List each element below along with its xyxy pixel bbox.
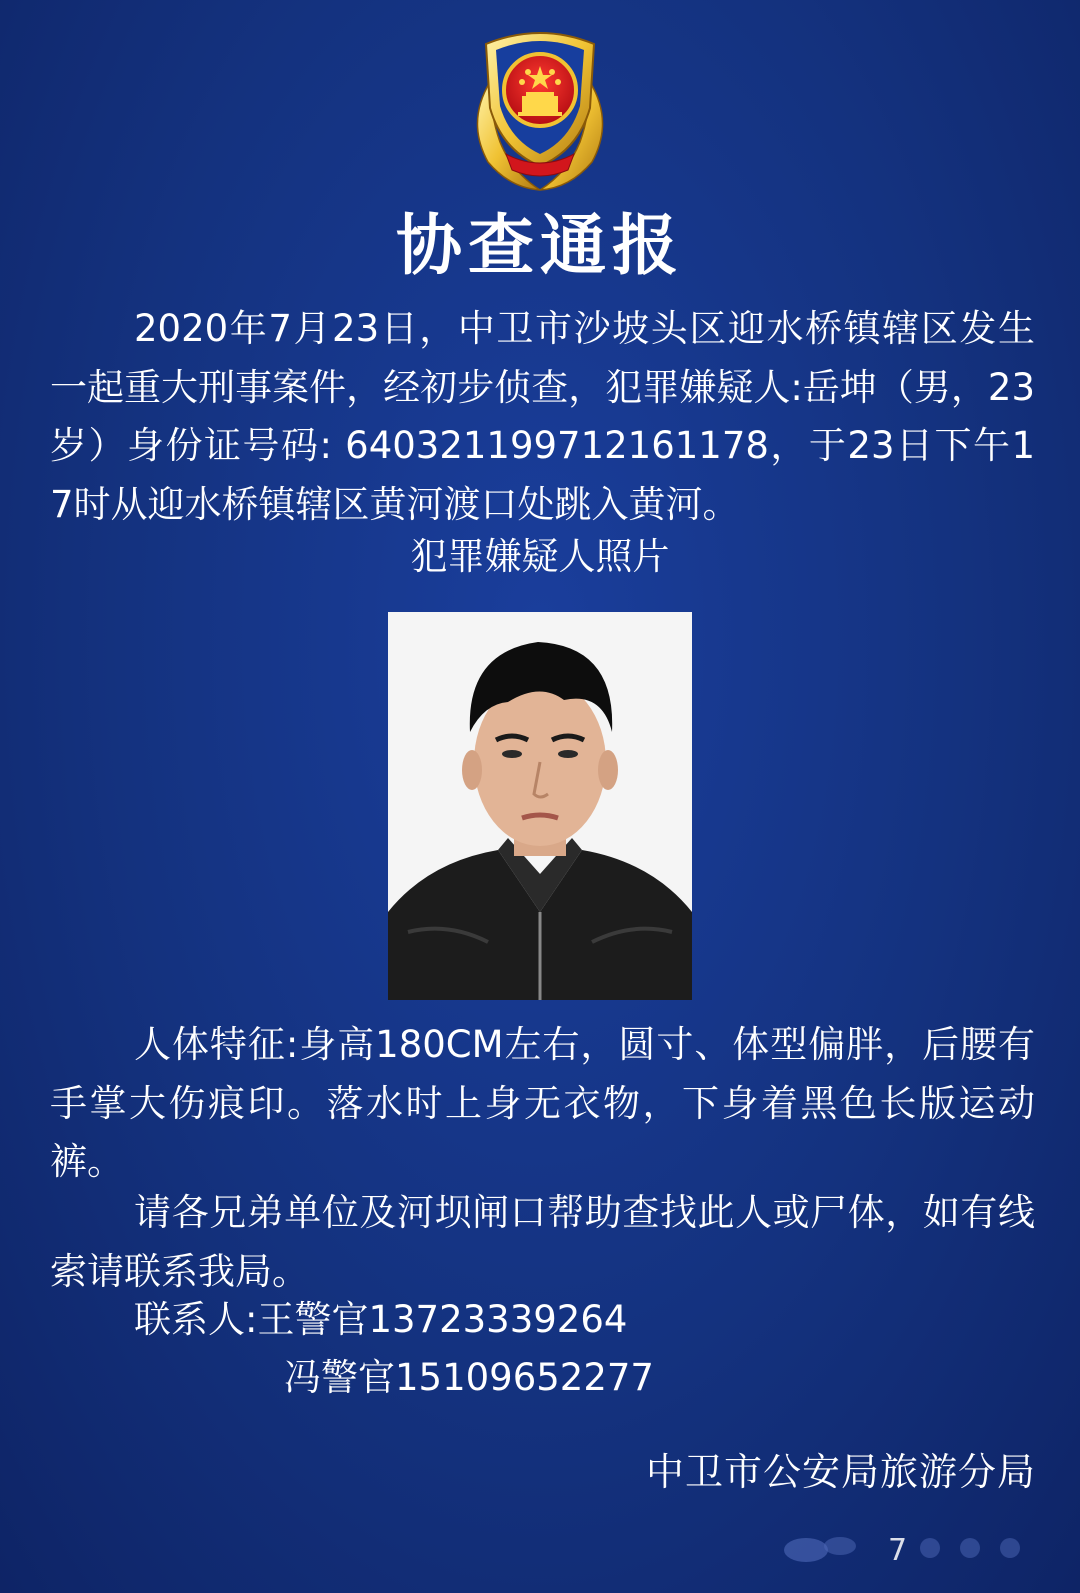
assistance-request: 请各兄弟单位及河坝闸口帮助查找此人或尸体，如有线索请联系我局。 [50, 1191, 1035, 1293]
notice-title: 协查通报 [396, 207, 684, 284]
watermark-text: 7 [888, 1533, 908, 1568]
photo-caption: 犯罪嫌疑人照片 [410, 535, 670, 578]
contact-line-2: 冯警官15109652277 [284, 1356, 654, 1399]
suspect-photo [388, 612, 692, 1000]
issuing-authority: 中卫市公安局旅游分局 [645, 1450, 1036, 1494]
contact-line-1: 联系人:王警官13723339264 [134, 1298, 628, 1341]
police-emblem-icon [460, 22, 620, 194]
case-description: 2020年7月23日，中卫市沙坡头区迎水桥镇辖区发生一起重大刑事案件，经初步侦查，犯罪嫌疑人:岳坤（男，23岁）身份证号码: 640321199712161178，于23日下午17时从迎水桥镇辖区黄河渡口处跳入黄河。 [50, 307, 1035, 526]
physical-features: 人体特征:身高180CM左右，圆寸、体型偏胖，后腰有手掌大伤痕印。落水时上身无衣物，下身着黑色长版运动裤。 [50, 1023, 1035, 1183]
watermark-logo [770, 1518, 1050, 1578]
